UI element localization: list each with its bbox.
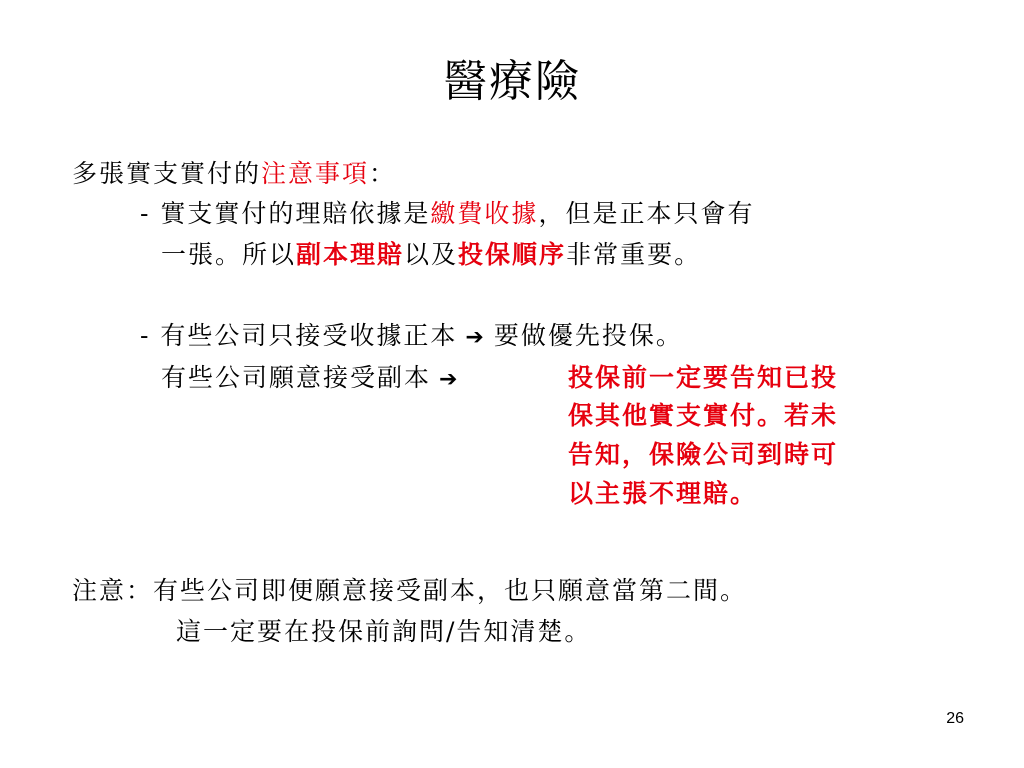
intro-prefix: 多張實支實付的 [72,159,262,188]
point2-dash: - [140,321,151,350]
point1-text-d: 以及 [404,240,459,269]
point2-warning-line2: 保其他實支實付。若未 [568,401,839,430]
note-text-1: 有些公司即便願意接受副本，也只願意當第二間。 [153,576,748,605]
note-label: 注意： [72,576,154,605]
point1-highlight-receipt: 繳費收據 [430,199,539,228]
point2-text-c: 有些公司願意接受副本 [161,363,432,392]
point2-warning-line3: 告知，保險公司到時可 [568,440,839,469]
point2-warning-line4: 以主張不理賠。 [568,479,758,508]
intro-line [72,156,396,192]
note-line1 [72,573,747,609]
note-line2: 這一定要在投保前詢問/告知清楚。 [176,617,592,646]
point1-line2 [161,237,701,273]
point2-text-a: 有些公司只接受收據正本 [160,321,458,350]
point1-text-b: ，但是正本只會有 [538,199,755,228]
point2-text-b: 要做優先投保。 [493,321,683,350]
point1-text-a: 實支實付的理賠依據是 [160,199,431,228]
point1-dash: - [140,199,151,228]
slide-title: 醫療險 [443,56,581,107]
intro-suffix: ： [369,159,397,188]
point2-line2 [161,360,467,398]
point2-line1 [140,318,683,356]
point1-highlight-order: 投保順序 [458,240,567,269]
point2-warning-line1: 投保前一定要告知已投 [568,363,839,392]
point1-highlight-copy-claim: 副本理賠 [296,240,405,269]
point1-text-c: 一張。所以 [161,240,297,269]
right-arrow-icon: ➔ [465,325,486,350]
point1-line1 [140,196,754,232]
point1-text-e: 非常重要。 [566,240,702,269]
page-number: 26 [946,710,964,727]
intro-highlight: 注意事項 [261,159,370,188]
right-arrow-icon: ➔ [439,367,460,392]
